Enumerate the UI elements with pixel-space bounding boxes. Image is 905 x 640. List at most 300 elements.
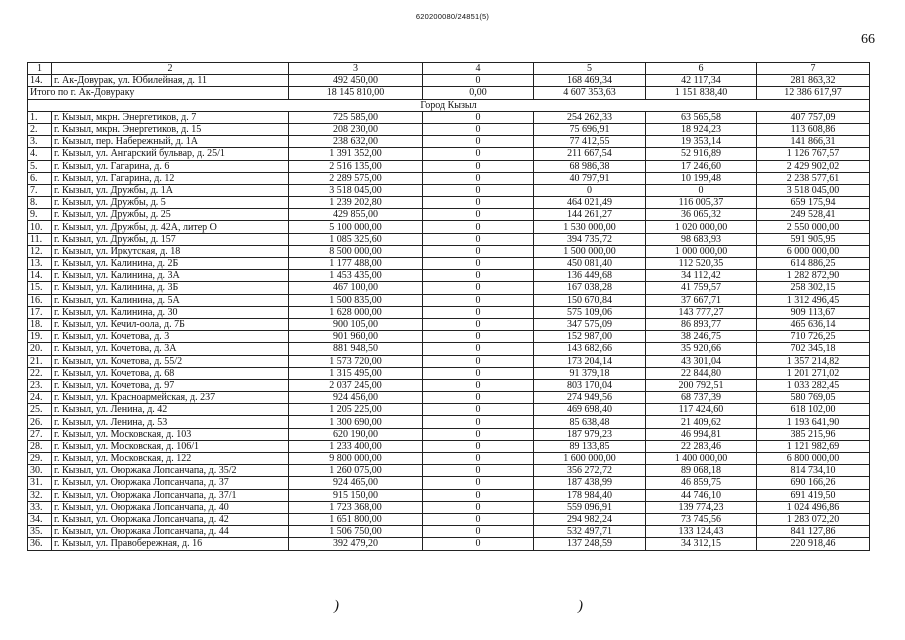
amount-cell: 37 667,71 — [646, 294, 757, 306]
table-row — [28, 526, 870, 538]
amount-cell: 1 530 000,00 — [534, 221, 646, 233]
amount-cell: 1 024 496,86 — [757, 501, 870, 513]
amount-cell: 17 246,60 — [646, 160, 757, 172]
amount-cell: 0 — [423, 428, 534, 440]
amount-cell: 3 518 045,00 — [289, 184, 423, 196]
total-cell: 1 151 838,40 — [646, 87, 757, 99]
amount-cell: 881 948,50 — [289, 343, 423, 355]
amount-cell: 168 469,34 — [534, 75, 646, 87]
amount-cell: 112 520,35 — [646, 258, 757, 270]
address-cell: г. Кызыл, ул. Оюржака Лопсанчапа, д. 40 — [52, 501, 289, 513]
address-cell: г. Кызыл, ул. Правобережная, д. 16 — [52, 538, 289, 550]
amount-cell: 0 — [423, 538, 534, 550]
amount-cell: 1 121 982,69 — [757, 440, 870, 452]
table-row — [28, 233, 870, 245]
address-cell: г. Кызыл, ул. Кечил-оола, д. 7Б — [52, 318, 289, 330]
amount-cell: 394 735,72 — [534, 233, 646, 245]
table-row — [28, 513, 870, 525]
amount-cell: 9 800 000,00 — [289, 453, 423, 465]
amount-cell: 0 — [423, 123, 534, 135]
table-row — [28, 111, 870, 123]
amount-cell: 620 190,00 — [289, 428, 423, 440]
amount-cell: 1 126 767,57 — [757, 148, 870, 160]
address-cell: г. Кызыл, пер. Набережный, д. 1А — [52, 136, 289, 148]
table-row — [28, 148, 870, 160]
amount-cell: 1 282 872,90 — [757, 270, 870, 282]
amount-cell: 1 391 352,00 — [289, 148, 423, 160]
amount-cell: 238 632,00 — [289, 136, 423, 148]
table-row — [28, 367, 870, 379]
amount-cell: 0 — [423, 172, 534, 184]
amount-cell: 1 506 750,00 — [289, 526, 423, 538]
amount-cell: 0 — [423, 526, 534, 538]
address-cell: г. Кызыл, ул. Дружбы, д. 42А, литер О — [52, 221, 289, 233]
amount-cell: 0 — [423, 294, 534, 306]
address-cell: г. Кызыл, ул. Кочетова, д. 3 — [52, 331, 289, 343]
table-row — [28, 355, 870, 367]
table-row — [28, 160, 870, 172]
table-row — [28, 331, 870, 343]
amount-cell: 915 150,00 — [289, 489, 423, 501]
amount-cell: 702 345,18 — [757, 343, 870, 355]
row-index: 33. — [28, 501, 52, 513]
amount-cell: 0 — [423, 318, 534, 330]
registry-table — [27, 62, 870, 551]
amount-cell: 464 021,49 — [534, 197, 646, 209]
amount-cell: 2 550 000,00 — [757, 221, 870, 233]
amount-cell: 3 518 045,00 — [757, 184, 870, 196]
amount-cell: 0 — [423, 489, 534, 501]
amount-cell: 1 260 075,00 — [289, 465, 423, 477]
address-cell: г. Кызыл, ул. Ленина, д. 53 — [52, 416, 289, 428]
amount-cell: 35 920,66 — [646, 343, 757, 355]
amount-cell: 1 312 496,45 — [757, 294, 870, 306]
amount-cell: 0 — [423, 404, 534, 416]
amount-cell: 0 — [423, 355, 534, 367]
amount-cell: 614 886,25 — [757, 258, 870, 270]
amount-cell: 77 412,55 — [534, 136, 646, 148]
amount-cell: 1 000 000,00 — [646, 245, 757, 257]
amount-cell: 144 261,27 — [534, 209, 646, 221]
amount-cell: 0 — [423, 465, 534, 477]
amount-cell: 113 608,86 — [757, 123, 870, 135]
row-index: 25. — [28, 404, 52, 416]
column-number: 7 — [757, 63, 870, 75]
amount-cell: 41 759,57 — [646, 282, 757, 294]
address-cell: г. Кызыл, ул. Кочетова, д. 68 — [52, 367, 289, 379]
amount-cell: 38 246,75 — [646, 331, 757, 343]
amount-cell: 0 — [423, 513, 534, 525]
amount-cell: 68 737,39 — [646, 392, 757, 404]
amount-cell: 18 924,23 — [646, 123, 757, 135]
amount-cell: 0 — [423, 306, 534, 318]
row-index: 12. — [28, 245, 52, 257]
row-index: 26. — [28, 416, 52, 428]
row-index: 15. — [28, 282, 52, 294]
address-cell: г. Кызыл, ул. Кочетова, д. 3А — [52, 343, 289, 355]
table-row — [28, 404, 870, 416]
document-number: 620200080/24851(5) — [415, 12, 490, 21]
row-index: 21. — [28, 355, 52, 367]
row-index: 4. — [28, 148, 52, 160]
amount-cell: 75 696,91 — [534, 123, 646, 135]
amount-cell: 294 982,24 — [534, 513, 646, 525]
amount-cell: 1 500 000,00 — [534, 245, 646, 257]
row-index: 8. — [28, 197, 52, 209]
table-row — [28, 245, 870, 257]
table-row — [28, 123, 870, 135]
amount-cell: 1 085 325,60 — [289, 233, 423, 245]
amount-cell: 137 248,59 — [534, 538, 646, 550]
amount-cell: 1 233 400,00 — [289, 440, 423, 452]
table-row — [28, 75, 870, 87]
address-cell: г. Кызыл, ул. Оюржака Лопсанчапа, д. 35/2 — [52, 465, 289, 477]
amount-cell: 0 — [423, 209, 534, 221]
amount-cell: 0 — [423, 75, 534, 87]
amount-cell: 22 844,80 — [646, 367, 757, 379]
address-cell: г. Кызыл, мкрн. Энергетиков, д. 7 — [52, 111, 289, 123]
address-cell: г. Кызыл, ул. Дружбы, д. 5 — [52, 197, 289, 209]
amount-cell: 141 866,31 — [757, 136, 870, 148]
amount-cell: 152 987,00 — [534, 331, 646, 343]
address-cell: г. Кызыл, ул. Калинина, д. 3А — [52, 270, 289, 282]
table-row — [28, 270, 870, 282]
row-index: 14. — [28, 75, 52, 87]
amount-cell: 150 670,84 — [534, 294, 646, 306]
amount-cell: 44 746,10 — [646, 489, 757, 501]
row-index: 30. — [28, 465, 52, 477]
amount-cell: 249 528,41 — [757, 209, 870, 221]
amount-cell: 63 565,58 — [646, 111, 757, 123]
row-index: 29. — [28, 453, 52, 465]
row-index: 7. — [28, 184, 52, 196]
address-cell: г. Кызыл, ул. Кочетова, д. 97 — [52, 379, 289, 391]
amount-cell: 0 — [423, 453, 534, 465]
row-index: 9. — [28, 209, 52, 221]
amount-cell: 450 081,40 — [534, 258, 646, 270]
amount-cell: 173 204,14 — [534, 355, 646, 367]
table-row — [28, 184, 870, 196]
table-row — [28, 221, 870, 233]
amount-cell: 187 979,23 — [534, 428, 646, 440]
column-number: 6 — [646, 63, 757, 75]
amount-cell: 19 353,14 — [646, 136, 757, 148]
amount-cell: 559 096,91 — [534, 501, 646, 513]
amount-cell: 8 500 000,00 — [289, 245, 423, 257]
table-row — [28, 343, 870, 355]
table-row — [28, 501, 870, 513]
amount-cell: 52 916,89 — [646, 148, 757, 160]
address-cell: г. Кызыл, ул. Гагарина, д. 12 — [52, 172, 289, 184]
table-row — [28, 172, 870, 184]
amount-cell: 85 638,48 — [534, 416, 646, 428]
amount-cell: 178 984,40 — [534, 489, 646, 501]
amount-cell: 0 — [423, 136, 534, 148]
row-index: 22. — [28, 367, 52, 379]
total-cell: 12 386 617,97 — [757, 87, 870, 99]
amount-cell: 91 379,18 — [534, 367, 646, 379]
amount-cell: 6 800 000,00 — [757, 453, 870, 465]
amount-cell: 187 438,99 — [534, 477, 646, 489]
amount-cell: 1 020 000,00 — [646, 221, 757, 233]
row-index: 35. — [28, 526, 52, 538]
amount-cell: 5 100 000,00 — [289, 221, 423, 233]
amount-cell: 1 283 072,20 — [757, 513, 870, 525]
row-index: 5. — [28, 160, 52, 172]
column-number: 4 — [423, 63, 534, 75]
amount-cell: 139 774,23 — [646, 501, 757, 513]
amount-cell: 0 — [423, 501, 534, 513]
amount-cell: 1 651 800,00 — [289, 513, 423, 525]
footer-mark: ) — [578, 598, 583, 614]
amount-cell: 690 166,26 — [757, 477, 870, 489]
table-row — [28, 209, 870, 221]
amount-cell: 42 117,34 — [646, 75, 757, 87]
amount-cell: 0 — [423, 416, 534, 428]
row-index: 23. — [28, 379, 52, 391]
amount-cell: 133 124,43 — [646, 526, 757, 538]
table-row — [28, 416, 870, 428]
amount-cell: 0 — [423, 197, 534, 209]
row-index: 3. — [28, 136, 52, 148]
row-index: 17. — [28, 306, 52, 318]
amount-cell: 1 205 225,00 — [289, 404, 423, 416]
address-cell: г. Кызыл, ул. Красноармейская, д. 237 — [52, 392, 289, 404]
amount-cell: 1 723 368,00 — [289, 501, 423, 513]
table-row — [28, 294, 870, 306]
table-row — [28, 453, 870, 465]
amount-cell: 258 302,15 — [757, 282, 870, 294]
address-cell: г. Кызыл, мкрн. Энергетиков, д. 15 — [52, 123, 289, 135]
registry-table-body — [28, 63, 870, 551]
table-row — [28, 379, 870, 391]
row-index: 11. — [28, 233, 52, 245]
amount-cell: 1 628 000,00 — [289, 306, 423, 318]
row-index: 20. — [28, 343, 52, 355]
table-row — [28, 538, 870, 550]
address-cell: г. Кызыл, ул. Гагарина, д. 6 — [52, 160, 289, 172]
amount-cell: 710 726,25 — [757, 331, 870, 343]
amount-cell: 211 667,54 — [534, 148, 646, 160]
amount-cell: 89 133,85 — [534, 440, 646, 452]
amount-cell: 0 — [534, 184, 646, 196]
amount-cell: 1 300 690,00 — [289, 416, 423, 428]
amount-cell: 0 — [423, 367, 534, 379]
amount-cell: 22 283,46 — [646, 440, 757, 452]
amount-cell: 10 199,48 — [646, 172, 757, 184]
address-cell: г. Кызыл, ул. Оюржака Лопсанчапа, д. 42 — [52, 513, 289, 525]
address-cell: г. Кызыл, ул. Калинина, д. 2Б — [52, 258, 289, 270]
table-row — [28, 318, 870, 330]
amount-cell: 68 986,38 — [534, 160, 646, 172]
amount-cell: 1 315 495,00 — [289, 367, 423, 379]
row-index: 27. — [28, 428, 52, 440]
column-number: 2 — [52, 63, 289, 75]
address-cell: г. Кызыл, ул. Кочетова, д. 55/2 — [52, 355, 289, 367]
address-cell: г. Кызыл, ул. Московская, д. 106/1 — [52, 440, 289, 452]
amount-cell: 136 449,68 — [534, 270, 646, 282]
column-number-row — [28, 63, 870, 75]
amount-cell: 691 419,50 — [757, 489, 870, 501]
amount-cell: 98 683,93 — [646, 233, 757, 245]
amount-cell: 347 575,09 — [534, 318, 646, 330]
row-index: 19. — [28, 331, 52, 343]
amount-cell: 575 109,06 — [534, 306, 646, 318]
amount-cell: 580 769,05 — [757, 392, 870, 404]
column-number: 5 — [534, 63, 646, 75]
amount-cell: 814 734,10 — [757, 465, 870, 477]
amount-cell: 2 429 902,02 — [757, 160, 870, 172]
amount-cell: 0 — [423, 331, 534, 343]
amount-cell: 900 105,00 — [289, 318, 423, 330]
amount-cell: 0 — [423, 245, 534, 257]
amount-cell: 465 636,14 — [757, 318, 870, 330]
amount-cell: 1 453 435,00 — [289, 270, 423, 282]
table-row — [28, 489, 870, 501]
table-row — [28, 428, 870, 440]
amount-cell: 0 — [423, 477, 534, 489]
amount-cell: 0 — [423, 258, 534, 270]
amount-cell: 46 859,75 — [646, 477, 757, 489]
table-row — [28, 282, 870, 294]
amount-cell: 0 — [423, 270, 534, 282]
amount-cell: 0 — [423, 392, 534, 404]
table-row — [28, 392, 870, 404]
amount-cell: 6 000 000,00 — [757, 245, 870, 257]
address-cell: г. Кызыл, ул. Дружбы, д. 1А — [52, 184, 289, 196]
amount-cell: 469 698,40 — [534, 404, 646, 416]
address-cell: г. Кызыл, ул. Ленина, д. 42 — [52, 404, 289, 416]
column-number: 1 — [28, 63, 52, 75]
row-index: 31. — [28, 477, 52, 489]
row-index: 14. — [28, 270, 52, 282]
address-cell: г. Кызыл, ул. Ангарский бульвар, д. 25/1 — [52, 148, 289, 160]
amount-cell: 901 960,00 — [289, 331, 423, 343]
address-cell: г. Ак-Довурак, ул. Юбилейная, д. 11 — [52, 75, 289, 87]
amount-cell: 385 215,96 — [757, 428, 870, 440]
table-row — [28, 306, 870, 318]
row-index: 6. — [28, 172, 52, 184]
amount-cell: 1 357 214,82 — [757, 355, 870, 367]
amount-cell: 0 — [423, 148, 534, 160]
total-cell: 4 607 353,63 — [534, 87, 646, 99]
amount-cell: 0 — [423, 160, 534, 172]
amount-cell: 46 994,81 — [646, 428, 757, 440]
amount-cell: 532 497,71 — [534, 526, 646, 538]
row-index: 10. — [28, 221, 52, 233]
amount-cell: 618 102,00 — [757, 404, 870, 416]
total-row — [28, 87, 870, 99]
amount-cell: 43 301,04 — [646, 355, 757, 367]
amount-cell: 34 312,15 — [646, 538, 757, 550]
amount-cell: 0 — [423, 379, 534, 391]
amount-cell: 0 — [423, 343, 534, 355]
amount-cell: 356 272,72 — [534, 465, 646, 477]
section-row — [28, 99, 870, 111]
row-index: 32. — [28, 489, 52, 501]
amount-cell: 0 — [423, 184, 534, 196]
amount-cell: 924 456,00 — [289, 392, 423, 404]
row-index: 13. — [28, 258, 52, 270]
amount-cell: 0 — [423, 282, 534, 294]
footer-mark: ) — [334, 598, 339, 614]
amount-cell: 281 863,32 — [757, 75, 870, 87]
amount-cell: 1 600 000,00 — [534, 453, 646, 465]
row-index: 2. — [28, 123, 52, 135]
amount-cell: 34 112,42 — [646, 270, 757, 282]
amount-cell: 117 424,60 — [646, 404, 757, 416]
amount-cell: 924 465,00 — [289, 477, 423, 489]
amount-cell: 725 585,00 — [289, 111, 423, 123]
total-label: Итого по г. Ак-Довураку — [28, 87, 289, 99]
amount-cell: 2 037 245,00 — [289, 379, 423, 391]
amount-cell: 143 682,66 — [534, 343, 646, 355]
amount-cell: 392 479,20 — [289, 538, 423, 550]
table-row — [28, 440, 870, 452]
table-row — [28, 136, 870, 148]
amount-cell: 1 193 641,90 — [757, 416, 870, 428]
table-row — [28, 197, 870, 209]
amount-cell: 1 201 271,02 — [757, 367, 870, 379]
amount-cell: 73 745,56 — [646, 513, 757, 525]
address-cell: г. Кызыл, ул. Дружбы, д. 157 — [52, 233, 289, 245]
total-cell: 18 145 810,00 — [289, 87, 423, 99]
address-cell: г. Кызыл, ул. Московская, д. 103 — [52, 428, 289, 440]
column-number: 3 — [289, 63, 423, 75]
amount-cell: 1 177 488,00 — [289, 258, 423, 270]
amount-cell: 2 289 575,00 — [289, 172, 423, 184]
amount-cell: 407 757,09 — [757, 111, 870, 123]
row-index: 16. — [28, 294, 52, 306]
row-index: 34. — [28, 513, 52, 525]
row-index: 18. — [28, 318, 52, 330]
address-cell: г. Кызыл, ул. Оюржака Лопсанчапа, д. 37/1 — [52, 489, 289, 501]
address-cell: г. Кызыл, ул. Калинина, д. 5А — [52, 294, 289, 306]
amount-cell: 208 230,00 — [289, 123, 423, 135]
amount-cell: 1 400 000,00 — [646, 453, 757, 465]
amount-cell: 1 573 720,00 — [289, 355, 423, 367]
table-row — [28, 465, 870, 477]
address-cell: г. Кызыл, ул. Калинина, д. 30 — [52, 306, 289, 318]
amount-cell: 467 100,00 — [289, 282, 423, 294]
amount-cell: 167 038,28 — [534, 282, 646, 294]
amount-cell: 274 949,56 — [534, 392, 646, 404]
section-title: Город Кызыл — [28, 99, 870, 111]
amount-cell: 803 170,04 — [534, 379, 646, 391]
amount-cell: 591 905,95 — [757, 233, 870, 245]
amount-cell: 116 005,37 — [646, 197, 757, 209]
amount-cell: 86 893,77 — [646, 318, 757, 330]
amount-cell: 200 792,51 — [646, 379, 757, 391]
amount-cell: 0 — [646, 184, 757, 196]
amount-cell: 909 113,67 — [757, 306, 870, 318]
amount-cell: 492 450,00 — [289, 75, 423, 87]
amount-cell: 659 175,94 — [757, 197, 870, 209]
row-index: 36. — [28, 538, 52, 550]
row-index: 28. — [28, 440, 52, 452]
page-number: 66 — [861, 32, 875, 47]
address-cell: г. Кызыл, ул. Дружбы, д. 25 — [52, 209, 289, 221]
amount-cell: 0 — [423, 221, 534, 233]
table-row — [28, 258, 870, 270]
amount-cell: 2 516 135,00 — [289, 160, 423, 172]
amount-cell: 36 065,32 — [646, 209, 757, 221]
amount-cell: 0 — [423, 440, 534, 452]
amount-cell: 429 855,00 — [289, 209, 423, 221]
amount-cell: 1 239 202,80 — [289, 197, 423, 209]
table-row — [28, 477, 870, 489]
row-index: 1. — [28, 111, 52, 123]
